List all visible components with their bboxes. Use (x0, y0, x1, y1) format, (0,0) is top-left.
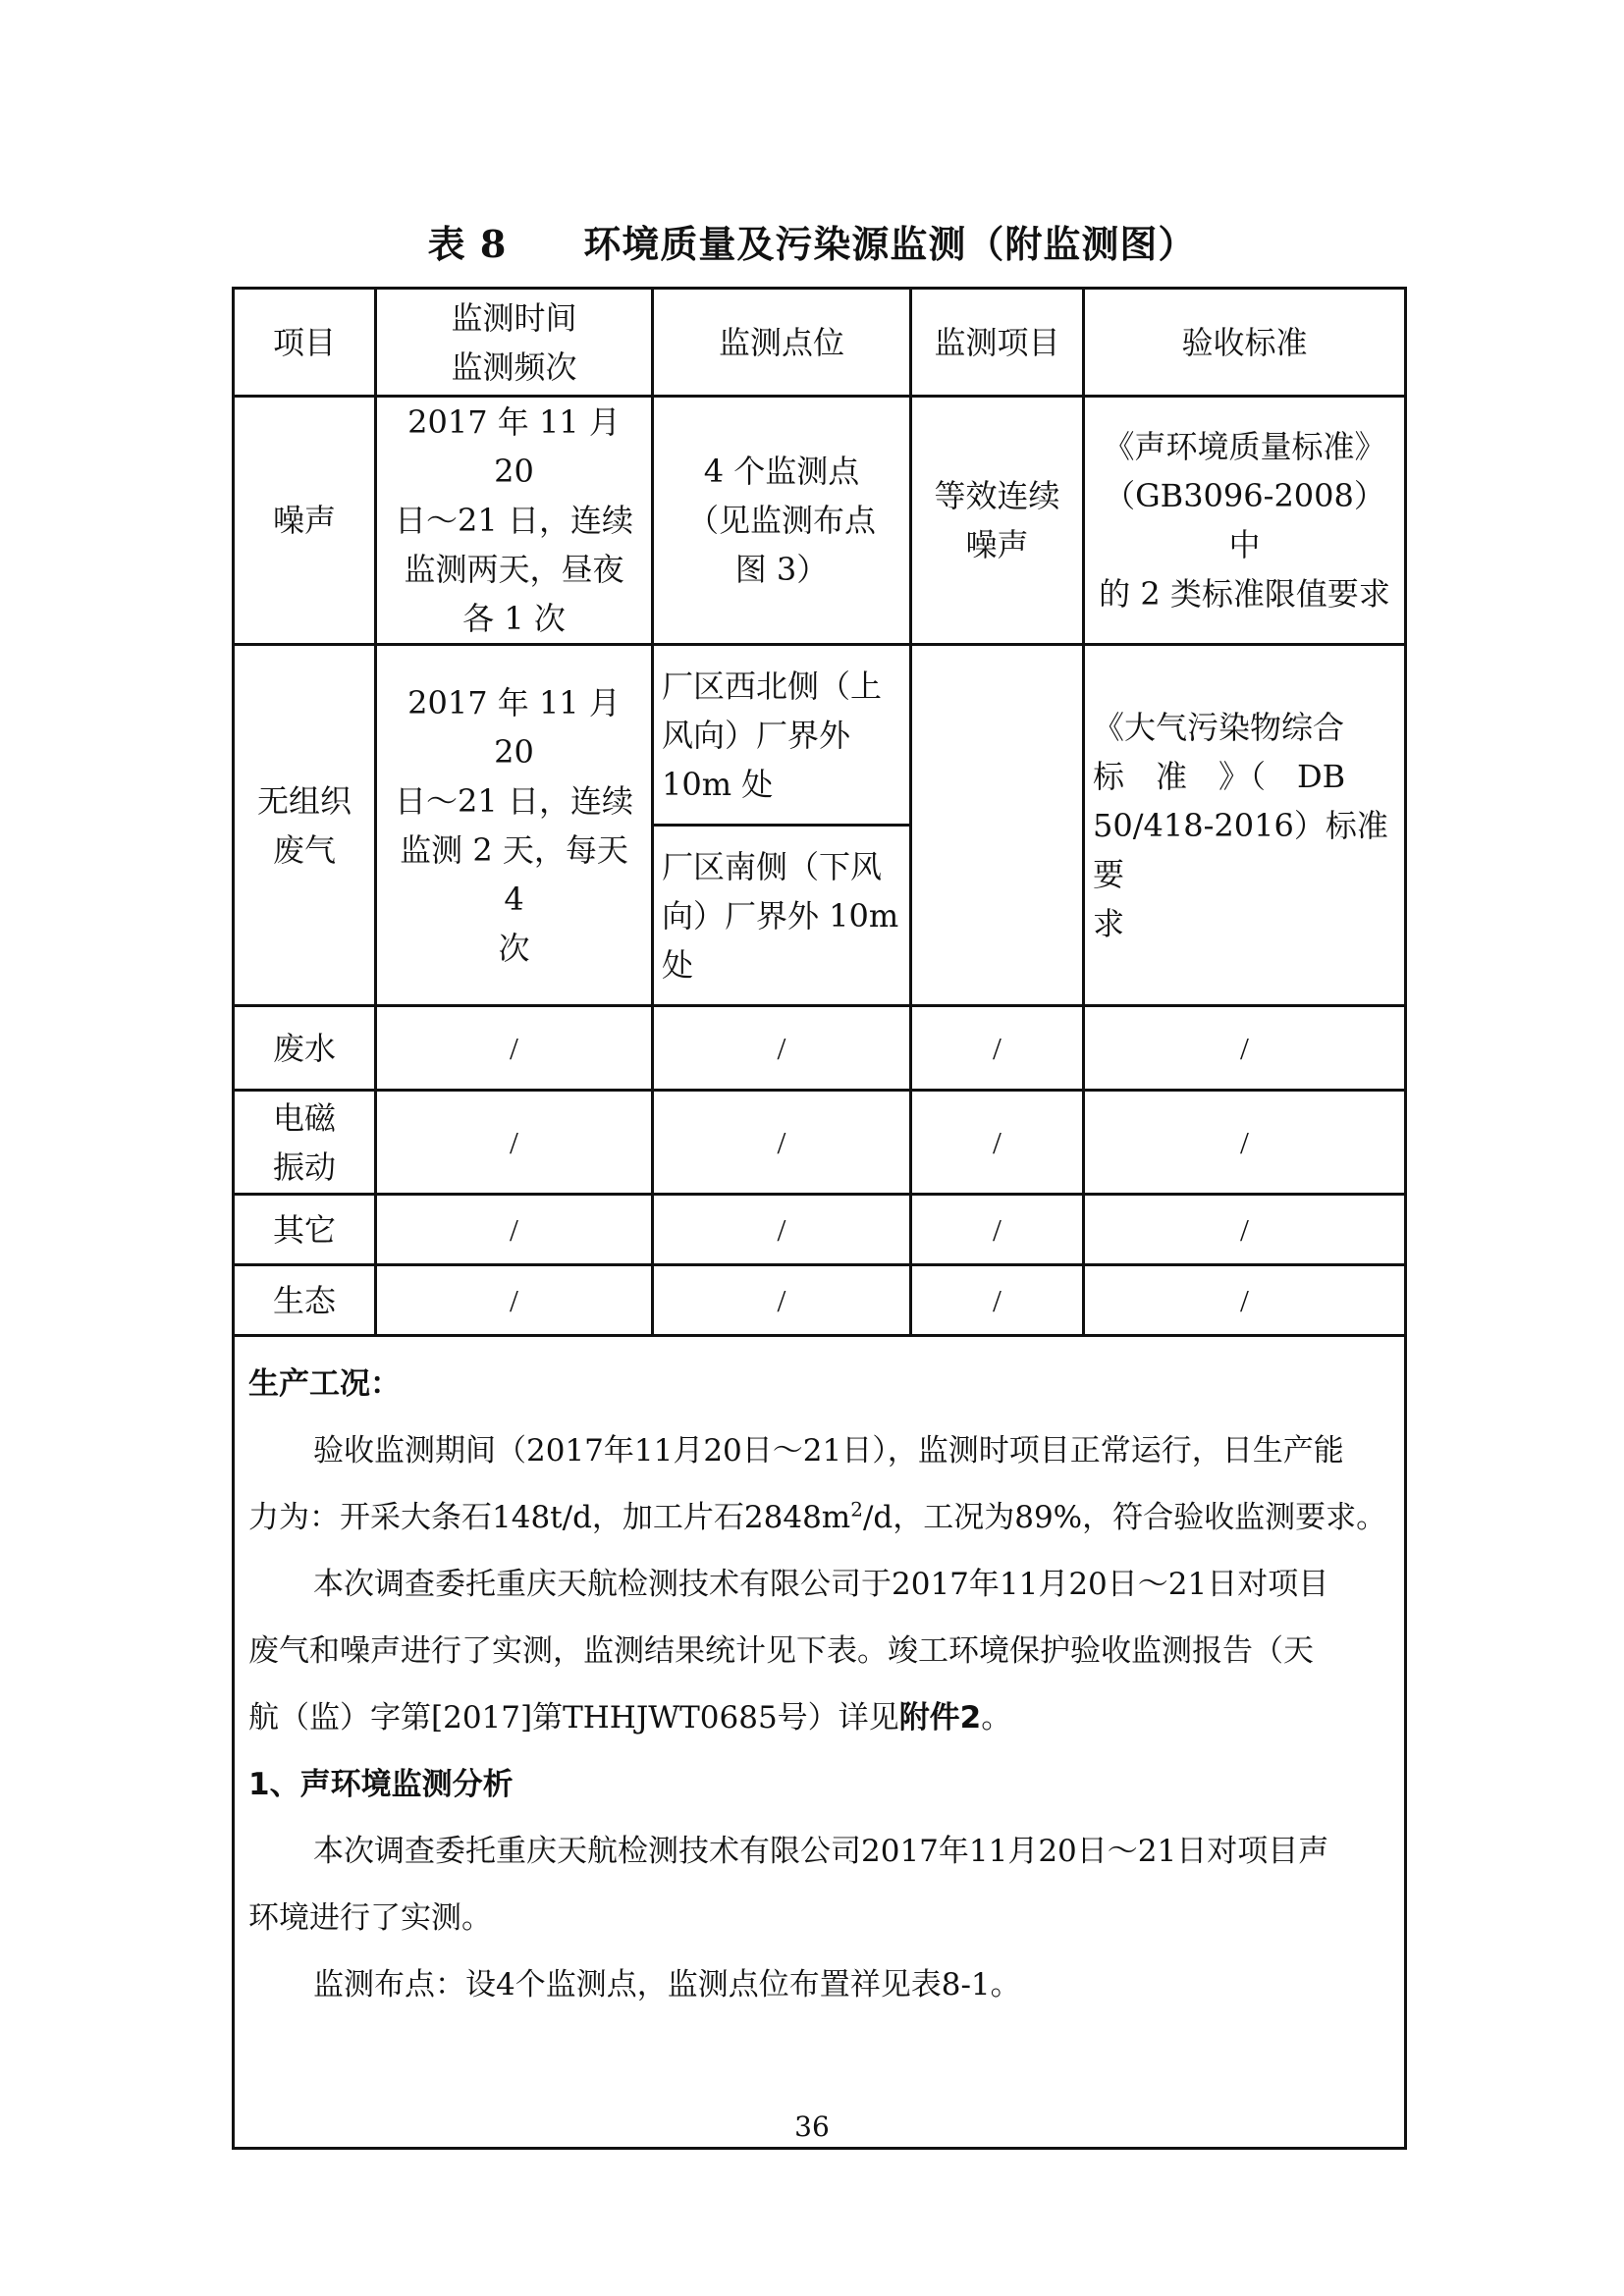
noise-name: 噪声 (234, 397, 376, 645)
gas-point1-l3: 10m 处 (662, 765, 774, 803)
paragraph-line: 本次调查委托重庆天航检测技术有限公司于2017年11月20日～21日对项目 (313, 1567, 1329, 1602)
header-monitor-item: 监测项目 (911, 289, 1084, 397)
row-name (234, 1091, 376, 1195)
table-row (234, 1195, 1406, 1265)
header-time-line1: 监测时间 (451, 298, 577, 337)
gas-time-l3: 监测 2 天，每天 4 (400, 830, 628, 918)
gas-point1-l1: 厂区西北侧（上 (662, 667, 883, 705)
paragraph-line (248, 1484, 1390, 1551)
narrative-cell (234, 1336, 1406, 2149)
gas-time (376, 645, 653, 1006)
gas-point2-l3: 处 (662, 945, 694, 984)
header-point: 监测点位 (653, 289, 911, 397)
noise-standard-l1: 《声环境质量标准》 (1103, 428, 1386, 465)
row-cell: / (1084, 1006, 1406, 1091)
noise-point (653, 397, 911, 645)
paragraph-line: 废气和噪声进行了实测，监测结果统计见下表。竣工环境保护验收监测报告（天 (248, 1633, 1314, 1669)
noise-standard (1084, 397, 1406, 645)
noise-point-l3: 图 3） (734, 551, 829, 588)
gas-time-l1: 2017 年 11 月 20 (407, 683, 621, 771)
row-cell: / (376, 1091, 653, 1195)
row-cell: / (911, 1006, 1084, 1091)
paragraph-line: 监测布点：设4个监测点，监测点位布置祥见表8-1。 (313, 1967, 1021, 2002)
row-cell: / (1084, 1195, 1406, 1265)
monitoring-table (232, 287, 1407, 2150)
paragraph-line: 本次调查委托重庆天航检测技术有限公司2017年11月20日～21日对项目声 (313, 1834, 1329, 1869)
row-name-l2: 振动 (272, 1148, 336, 1186)
row-cell: / (911, 1091, 1084, 1195)
noise-time-l2: 日～21 日，连续 (395, 502, 633, 539)
text-span: 航（监）字第[2017]第THHJWT0685号）详见 (248, 1700, 899, 1735)
gas-name-l2: 废气 (272, 830, 336, 869)
gas-standard-l4: 求 (1093, 904, 1125, 942)
gas-point2-l1: 厂区南侧（下风 (662, 847, 883, 885)
paragraph-line: 环境进行了实测。 (248, 1900, 492, 1936)
header-item: 项目 (234, 289, 376, 397)
noise-standard-l2: （GB3096-2008）中 (1104, 477, 1385, 563)
row-cell: / (911, 1195, 1084, 1265)
noise-item-l2: 噪声 (965, 526, 1029, 563)
heading-production: 生产工况： (248, 1366, 401, 1402)
table-title-label: 表 8 (427, 222, 508, 266)
row-cell: / (376, 1265, 653, 1336)
paragraph-line (248, 1684, 1390, 1751)
noise-item-l1: 等效连续 (934, 477, 1060, 514)
text-span: /d，工况为89%，符合验收监测要求。 (862, 1500, 1387, 1535)
gas-point-1 (653, 645, 911, 826)
row-name: 生态 (234, 1265, 376, 1336)
noise-time-l4: 各 1 次 (462, 600, 566, 637)
gas-name-l1: 无组织 (256, 781, 352, 820)
text-span: 力为：开采大条石148t/d，加工片石2848m (248, 1500, 851, 1535)
gas-time-l2: 日～21 日，连续 (395, 781, 633, 820)
row-cell: / (911, 1265, 1084, 1336)
noise-point-l2: （见监测布点 (686, 502, 876, 539)
row-name: 废水 (234, 1006, 376, 1091)
gas-standard (1084, 645, 1406, 1006)
table-title (0, 214, 1624, 268)
row-cell: / (653, 1091, 911, 1195)
row-cell: / (653, 1006, 911, 1091)
noise-standard-l3: 的 2 类标准限值要求 (1099, 575, 1390, 613)
row-cell: / (1084, 1091, 1406, 1195)
row-name: 其它 (234, 1195, 376, 1265)
attachment-ref: 附件2 (898, 1700, 982, 1735)
gas-item (911, 645, 1084, 1006)
heading-noise-analysis: 1、声环境监测分析 (248, 1767, 514, 1802)
gas-time-l4: 次 (498, 929, 530, 967)
narrative-row (234, 1336, 1406, 2149)
superscript: 2 (850, 1497, 863, 1522)
gas-name (234, 645, 376, 1006)
table-title-text: 环境质量及污染源监测（附监测图） (583, 222, 1197, 266)
header-standard: 验收标准 (1084, 289, 1406, 397)
page-number: 36 (794, 2110, 830, 2143)
text-span: 。 (981, 1700, 1012, 1735)
row-name-l1: 电磁 (272, 1098, 336, 1137)
gas-standard-l3: 50/418-2016）标准要 (1093, 806, 1388, 893)
gas-point-2 (653, 826, 911, 1006)
header-time (376, 289, 653, 397)
noise-time-l1: 2017 年 11 月 20 (407, 403, 621, 490)
header-row (234, 289, 1406, 397)
row-cell: / (653, 1195, 911, 1265)
table-row (234, 1006, 1406, 1091)
row-cell: / (1084, 1265, 1406, 1336)
row-cell: / (376, 1006, 653, 1091)
table-row (234, 1091, 1406, 1195)
gas-row-1 (234, 645, 1406, 826)
gas-standard-l2: 标 准 》（ DB (1093, 757, 1346, 795)
noise-item (911, 397, 1084, 645)
header-time-line2: 监测频次 (451, 347, 577, 386)
noise-time-l3: 监测两天，昼夜 (404, 551, 624, 588)
noise-time (376, 397, 653, 645)
noise-point-l1: 4 个监测点 (703, 453, 860, 490)
gas-point2-l2: 向）厂界外 10m (662, 896, 899, 934)
row-cell: / (376, 1195, 653, 1265)
paragraph-line: 验收监测期间（2017年11月20日～21日），监测时项目正常运行，日生产能 (313, 1433, 1344, 1468)
gas-standard-l1: 《大气污染物综合 (1093, 708, 1345, 746)
table-row (234, 1265, 1406, 1336)
noise-row (234, 397, 1406, 645)
gas-point1-l2: 风向）厂界外 (662, 716, 851, 754)
row-cell: / (653, 1265, 911, 1336)
